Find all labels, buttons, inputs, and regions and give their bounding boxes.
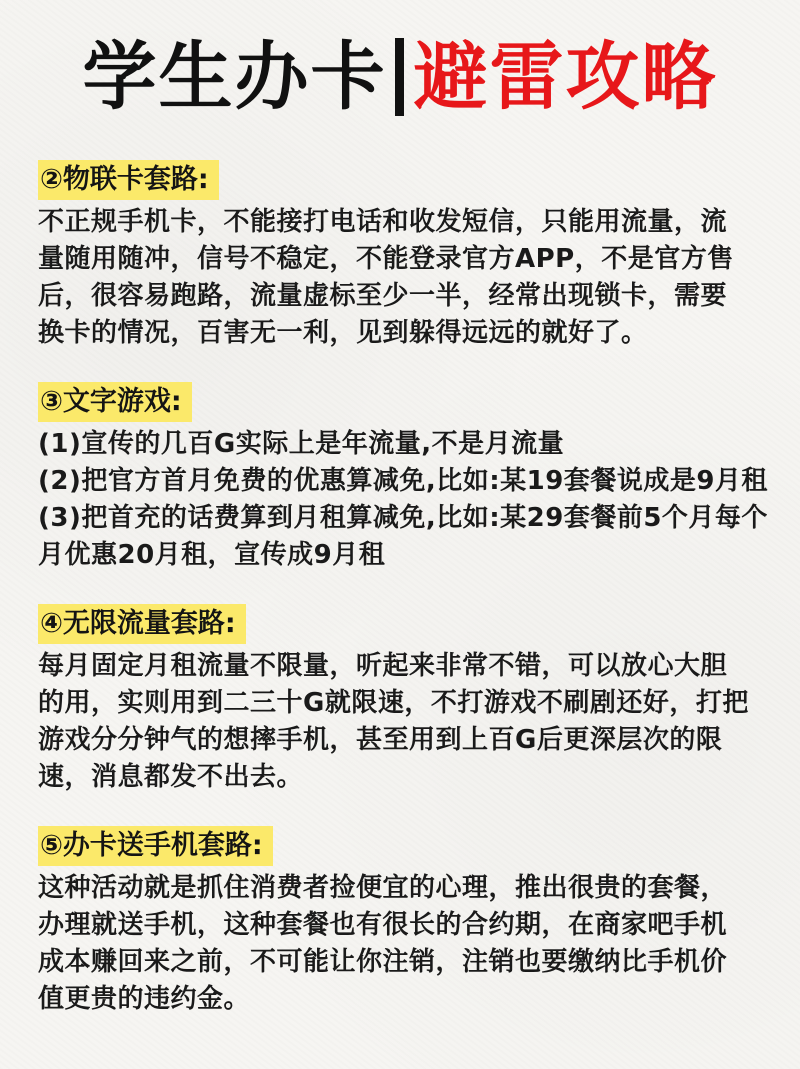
- title-right-highlight: 避雷攻略: [413, 34, 718, 120]
- paragraph-line: 月优惠20月租，宣传成9月租: [38, 540, 386, 570]
- paragraph-line: 这种活动就是抓住消费者捡便宜的心理，推出很贵的套餐，: [38, 873, 728, 903]
- paragraph-line: 成本赚回来之前，不可能让你注销，注销也要缴纳比手机价: [38, 947, 728, 977]
- section-word-games: [38, 382, 768, 574]
- title-left: 学生办卡: [82, 34, 387, 120]
- section-heading: ④无限流量套路:: [38, 604, 246, 644]
- section-heading: ⑤办卡送手机套路:: [38, 826, 273, 866]
- section-heading: ③文字游戏:: [38, 382, 192, 422]
- paragraph-line: (1)宣传的几百G实际上是年流量,不是月流量: [38, 429, 565, 459]
- section-paragraph: [38, 648, 768, 796]
- paragraph-line: 速，消息都发不出去。: [38, 762, 304, 792]
- section-iot-card: [38, 160, 768, 352]
- paragraph-line: 后，很容易跑路，流量虚标至少一半，经常出现锁卡，需要: [38, 281, 728, 311]
- paragraph-line: 值更贵的违约金。: [38, 984, 251, 1014]
- paragraph-line: 每月固定月租流量不限量，听起来非常不错，可以放心大胆: [38, 651, 728, 681]
- paragraph-line: 换卡的情况，百害无一利，见到躲得远远的就好了。: [38, 318, 648, 348]
- section-paragraph: [38, 426, 768, 574]
- page-title: [0, 22, 800, 132]
- section-heading: ②物联卡套路:: [38, 160, 219, 200]
- paragraph-line: (2)把官方首月免费的优惠算减免,比如:某19套餐说成是9月租: [38, 466, 768, 496]
- paragraph-line: 不正规手机卡，不能接打电话和收发短信，只能用流量，流: [38, 207, 728, 237]
- section-free-phone: [38, 826, 768, 1018]
- section-paragraph: [38, 870, 768, 1018]
- content: [38, 160, 768, 1048]
- title-separator: [395, 38, 404, 116]
- paragraph-line: 办理就送手机，这种套餐也有很长的合约期，在商家吧手机: [38, 910, 728, 940]
- paragraph-line: 游戏分分钟气的想摔手机，甚至用到上百G后更深层次的限: [38, 725, 723, 755]
- paragraph-line: (3)把首充的话费算到月租算减免,比如:某29套餐前5个月每个: [38, 503, 768, 533]
- section-paragraph: [38, 204, 768, 352]
- paragraph-line: 的用，实则用到二三十G就限速，不打游戏不刷剧还好，打把: [38, 688, 749, 718]
- paragraph-line: 量随用随冲，信号不稳定，不能登录官方APP，不是官方售: [38, 244, 734, 274]
- section-unlimited-data: [38, 604, 768, 796]
